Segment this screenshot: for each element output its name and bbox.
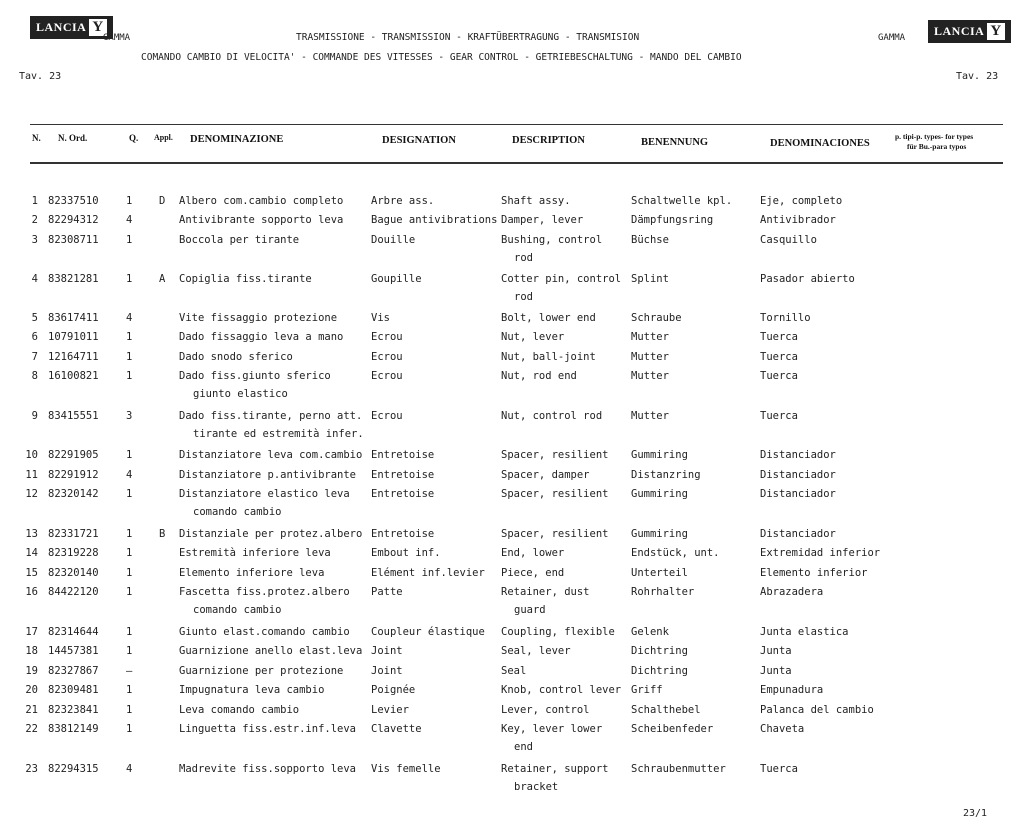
- order-number-cell: 84422120: [48, 586, 99, 598]
- page-number: 23/1: [963, 808, 988, 819]
- designation-cell: Bague antivibrations: [371, 214, 498, 226]
- order-number-cell: 12164711: [48, 351, 99, 363]
- designation-cell: Coupleur élastique: [371, 626, 485, 638]
- description-cell: Cotter pin, control: [501, 273, 622, 285]
- designation-cell: Douille: [371, 234, 416, 246]
- quantity-cell: 1: [126, 626, 133, 638]
- designation-cell: Vis femelle: [371, 763, 441, 775]
- denominaciones-cell: Casquillo: [760, 234, 817, 246]
- table-row: [0, 351, 1025, 367]
- order-number-cell: 82308711: [48, 234, 99, 246]
- description-cell: Knob, control lever: [501, 684, 622, 696]
- col-header-appl: Appl.: [154, 133, 173, 142]
- benennung-cell: Mutter: [631, 370, 669, 382]
- order-number-cell: 82294312: [48, 214, 99, 226]
- description-continuation: end: [514, 741, 533, 753]
- benennung-cell: Gelenk: [631, 626, 669, 638]
- description-cell: Seal: [501, 665, 527, 677]
- description-continuation: guard: [514, 604, 546, 616]
- quantity-cell: 1: [126, 645, 133, 657]
- order-number-cell: 82337510: [48, 195, 99, 207]
- designation-cell: Joint: [371, 645, 403, 657]
- order-number-cell: 82291912: [48, 469, 99, 481]
- brand-mark: Y: [987, 23, 1004, 40]
- description-cell: Key, lever lower: [501, 723, 603, 735]
- benennung-cell: Rohrhalter: [631, 586, 695, 598]
- designation-cell: Arbre ass.: [371, 195, 435, 207]
- benennung-cell: Schraube: [631, 312, 682, 324]
- order-number-cell: 14457381: [48, 645, 99, 657]
- part-number-index-cell: 23: [25, 763, 38, 775]
- designation-cell: Entretoise: [371, 488, 435, 500]
- table-row: [0, 488, 1025, 518]
- denominazione-cell: Guarnizione anello elast.leva: [179, 645, 363, 657]
- brand-text: LANCIA: [934, 24, 985, 38]
- quantity-cell: 4: [126, 312, 133, 324]
- description-cell: Bolt, lower end: [501, 312, 596, 324]
- part-number-index-cell: 10: [25, 449, 38, 461]
- benennung-cell: Dichtring: [631, 645, 688, 657]
- denominazione-cell: Leva comando cambio: [179, 704, 300, 716]
- denominazione-cell: Elemento inferiore leva: [179, 567, 325, 579]
- order-number-cell: 82320140: [48, 567, 99, 579]
- order-number-cell: 83812149: [48, 723, 99, 735]
- designation-cell: Embout inf.: [371, 547, 441, 559]
- table-row: [0, 273, 1025, 303]
- denominazione-continuation: giunto elastico: [193, 388, 288, 400]
- denominaciones-cell: Tornillo: [760, 312, 811, 324]
- description-cell: Seal, lever: [501, 645, 571, 657]
- benennung-cell: Mutter: [631, 331, 669, 343]
- part-number-index-cell: 9: [31, 410, 38, 422]
- denominazione-cell: Giunto elast.comando cambio: [179, 626, 350, 638]
- description-cell: Retainer, support: [501, 763, 609, 775]
- denominaciones-cell: Tuerca: [760, 331, 798, 343]
- quantity-cell: 1: [126, 449, 133, 461]
- denominazione-cell: Vite fissaggio protezione: [179, 312, 338, 324]
- benennung-cell: Endstück, unt.: [631, 547, 720, 559]
- table-row: [0, 665, 1025, 681]
- col-header-types-line2: für Bu.-para typos: [907, 142, 967, 151]
- denominazione-cell: Dado fissaggio leva a mano: [179, 331, 344, 343]
- quantity-cell: 1: [126, 351, 133, 363]
- col-header-denominazione: DENOMINAZIONE: [190, 134, 284, 145]
- quantity-cell: 1: [126, 567, 133, 579]
- denominaciones-cell: Distanciador: [760, 488, 836, 500]
- description-cell: Nut, control rod: [501, 410, 603, 422]
- description-cell: Nut, rod end: [501, 370, 577, 382]
- description-cell: Bushing, control: [501, 234, 603, 246]
- order-number-cell: 82327867: [48, 665, 99, 677]
- table-ref-right: Tav. 23: [956, 71, 999, 82]
- page-title-line2: COMANDO CAMBIO DI VELOCITA' - COMMANDE DES VITESSES - GEAR CONTROL - GETRIEBESCHALTUNG - MANDO DEL CAMBIO: [141, 52, 742, 63]
- denominazione-continuation: tirante ed estremità infer.: [193, 428, 364, 440]
- description-cell: End, lower: [501, 547, 565, 559]
- table-row: [0, 645, 1025, 661]
- description-cell: Lever, control: [501, 704, 590, 716]
- table-row: [0, 370, 1025, 400]
- denominazione-cell: Madrevite fiss.sopporto leva: [179, 763, 357, 775]
- denominazione-cell: Guarnizione per protezione: [179, 665, 344, 677]
- order-number-cell: 82331721: [48, 528, 99, 540]
- denominazione-continuation: comando cambio: [193, 506, 282, 518]
- denominaciones-cell: Tuerca: [760, 410, 798, 422]
- order-number-cell: 82309481: [48, 684, 99, 696]
- table-row: [0, 195, 1025, 211]
- denominaciones-cell: Tuerca: [760, 370, 798, 382]
- denominazione-cell: Albero com.cambio completo: [179, 195, 344, 207]
- denominazione-cell: Distanziatore p.antivibrante: [179, 469, 357, 481]
- order-number-cell: 10791011: [48, 331, 99, 343]
- denominazione-cell: Linguetta fiss.estr.inf.leva: [179, 723, 357, 735]
- designation-cell: Levier: [371, 704, 409, 716]
- denominazione-cell: Distanziale per protez.albero: [179, 528, 363, 540]
- description-cell: Spacer, resilient: [501, 449, 609, 461]
- table-row: [0, 528, 1025, 544]
- model-name-left: GAMMA: [103, 33, 131, 43]
- denominaciones-cell: Tuerca: [760, 351, 798, 363]
- table-row: [0, 723, 1025, 753]
- denominaciones-cell: Junta: [760, 665, 792, 677]
- order-number-cell: 82314644: [48, 626, 99, 638]
- denominaciones-cell: Chaveta: [760, 723, 805, 735]
- designation-cell: Entretoise: [371, 449, 435, 461]
- denominaciones-cell: Distanciador: [760, 528, 836, 540]
- benennung-cell: Splint: [631, 273, 669, 285]
- order-number-cell: 83821281: [48, 273, 99, 285]
- quantity-cell: 1: [126, 370, 133, 382]
- order-number-cell: 83617411: [48, 312, 99, 324]
- denominazione-cell: Distanziatore leva com.cambio: [179, 449, 363, 461]
- benennung-cell: Dämpfungsring: [631, 214, 714, 226]
- description-cell: Nut, ball-joint: [501, 351, 596, 363]
- header-rule-top: [30, 124, 1003, 125]
- benennung-cell: Distanzring: [631, 469, 701, 481]
- designation-cell: Joint: [371, 665, 403, 677]
- designation-cell: Goupille: [371, 273, 422, 285]
- table-row: [0, 234, 1025, 264]
- denominaciones-cell: Antivibrador: [760, 214, 836, 226]
- denominaciones-cell: Empunadura: [760, 684, 824, 696]
- quantity-cell: 1: [126, 488, 133, 500]
- denominazione-cell: Estremità inferiore leva: [179, 547, 331, 559]
- quantity-cell: 4: [126, 763, 133, 775]
- part-number-index-cell: 11: [25, 469, 38, 481]
- quantity-cell: 1: [126, 723, 133, 735]
- designation-cell: Entretoise: [371, 528, 435, 540]
- denominaciones-cell: Palanca del cambio: [760, 704, 874, 716]
- benennung-cell: Gummiring: [631, 528, 688, 540]
- order-number-cell: 82320142: [48, 488, 99, 500]
- denominaciones-cell: Pasador abierto: [760, 273, 855, 285]
- part-number-index-cell: 1: [31, 195, 38, 207]
- benennung-cell: Schalthebel: [631, 704, 701, 716]
- denominaciones-cell: Junta: [760, 645, 792, 657]
- quantity-cell: 4: [126, 214, 133, 226]
- description-continuation: bracket: [514, 781, 559, 793]
- designation-cell: Clavette: [371, 723, 422, 735]
- quantity-cell: 1: [126, 273, 133, 285]
- col-header-types-line1: p. tipi-p. types- for types: [895, 132, 974, 141]
- brand-mark: Y: [89, 19, 106, 36]
- designation-cell: Ecrou: [371, 351, 403, 363]
- table-row: [0, 410, 1025, 440]
- part-number-index-cell: 22: [25, 723, 38, 735]
- benennung-cell: Schaltwelle kpl.: [631, 195, 733, 207]
- benennung-cell: Mutter: [631, 351, 669, 363]
- brand-text: LANCIA: [36, 20, 87, 34]
- col-header-q: Q.: [129, 133, 139, 143]
- designation-cell: Ecrou: [371, 331, 403, 343]
- quantity-cell: 1: [126, 331, 133, 343]
- denominazione-cell: Dado fiss.tirante, perno att.: [179, 410, 363, 422]
- table-row: [0, 547, 1025, 563]
- benennung-cell: Gummiring: [631, 488, 688, 500]
- description-cell: Spacer, resilient: [501, 488, 609, 500]
- order-number-cell: 82294315: [48, 763, 99, 775]
- quantity-cell: 1: [126, 195, 133, 207]
- table-row: [0, 567, 1025, 583]
- quantity-cell: 1: [126, 528, 133, 540]
- col-header-n: N.: [32, 133, 41, 143]
- part-number-index-cell: 14: [25, 547, 38, 559]
- benennung-cell: Gummiring: [631, 449, 688, 461]
- denominazione-cell: Dado snodo sferico: [179, 351, 293, 363]
- benennung-cell: Büchse: [631, 234, 669, 246]
- denominaciones-cell: Extremidad inferior: [760, 547, 881, 559]
- part-number-index-cell: 5: [31, 312, 38, 324]
- table-row: [0, 626, 1025, 642]
- application-code-cell: D: [159, 195, 166, 207]
- quantity-cell: 1: [126, 586, 133, 598]
- quantity-cell: –: [126, 665, 133, 677]
- designation-cell: Elément inf.levier: [371, 567, 485, 579]
- denominaciones-cell: Distanciador: [760, 449, 836, 461]
- denominaciones-cell: Abrazadera: [760, 586, 824, 598]
- description-cell: Coupling, flexible: [501, 626, 615, 638]
- benennung-cell: Scheibenfeder: [631, 723, 714, 735]
- quantity-cell: 4: [126, 469, 133, 481]
- designation-cell: Ecrou: [371, 410, 403, 422]
- description-cell: Spacer, damper: [501, 469, 590, 481]
- denominaciones-cell: Junta elastica: [760, 626, 849, 638]
- part-number-index-cell: 4: [31, 273, 38, 285]
- denominazione-cell: Impugnatura leva cambio: [179, 684, 325, 696]
- denominazione-cell: Boccola per tirante: [179, 234, 300, 246]
- quantity-cell: 1: [126, 234, 133, 246]
- part-number-index-cell: 17: [25, 626, 38, 638]
- description-cell: Retainer, dust: [501, 586, 590, 598]
- designation-cell: Patte: [371, 586, 403, 598]
- part-number-index-cell: 16: [25, 586, 38, 598]
- description-cell: Nut, lever: [501, 331, 565, 343]
- col-header-designation: DESIGNATION: [382, 135, 456, 146]
- designation-cell: Ecrou: [371, 370, 403, 382]
- benennung-cell: Mutter: [631, 410, 669, 422]
- order-number-cell: 16100821: [48, 370, 99, 382]
- quantity-cell: 1: [126, 547, 133, 559]
- quantity-cell: 1: [126, 684, 133, 696]
- order-number-cell: 82319228: [48, 547, 99, 559]
- part-number-index-cell: 15: [25, 567, 38, 579]
- part-number-index-cell: 21: [25, 704, 38, 716]
- denominaciones-cell: Tuerca: [760, 763, 798, 775]
- application-code-cell: B: [159, 528, 166, 540]
- part-number-index-cell: 3: [31, 234, 38, 246]
- part-number-index-cell: 19: [25, 665, 38, 677]
- part-number-index-cell: 7: [31, 351, 38, 363]
- denominazione-cell: Fascetta fiss.protez.albero: [179, 586, 350, 598]
- designation-cell: Vis: [371, 312, 390, 324]
- denominazione-continuation: comando cambio: [193, 604, 282, 616]
- lancia-logo-left: [30, 16, 113, 39]
- page-title-line1: TRASMISSIONE - TRANSMISSION - KRAFTÜBERTRAGUNG - TRANSMISION: [296, 32, 640, 43]
- table-row: [0, 214, 1025, 230]
- part-number-index-cell: 8: [31, 370, 38, 382]
- denominaciones-cell: Distanciador: [760, 469, 836, 481]
- description-continuation: rod: [514, 291, 533, 303]
- table-row: [0, 469, 1025, 485]
- table-row: [0, 449, 1025, 465]
- col-header-description: DESCRIPTION: [512, 135, 585, 146]
- table-row: [0, 331, 1025, 347]
- description-cell: Piece, end: [501, 567, 565, 579]
- order-number-cell: 83415551: [48, 410, 99, 422]
- part-number-index-cell: 6: [31, 331, 38, 343]
- denominazione-cell: Dado fiss.giunto sferico: [179, 370, 331, 382]
- denominazione-cell: Copiglia fiss.tirante: [179, 273, 312, 285]
- model-name-right: GAMMA: [878, 33, 906, 43]
- order-number-cell: 82323841: [48, 704, 99, 716]
- table-ref-left: Tav. 23: [19, 71, 62, 82]
- part-number-index-cell: 12: [25, 488, 38, 500]
- benennung-cell: Griff: [631, 684, 663, 696]
- description-cell: Damper, lever: [501, 214, 584, 226]
- part-number-index-cell: 20: [25, 684, 38, 696]
- denominazione-cell: Distanziatore elastico leva: [179, 488, 350, 500]
- col-header-benennung: BENENNUNG: [641, 137, 709, 148]
- col-header-ord: N. Ord.: [58, 133, 88, 143]
- table-row: [0, 763, 1025, 793]
- lancia-logo-right: [928, 20, 1011, 43]
- denominaciones-cell: Elemento inferior: [760, 567, 868, 579]
- description-cell: Shaft assy.: [501, 195, 571, 207]
- table-row: [0, 704, 1025, 720]
- designation-cell: Poignée: [371, 684, 416, 696]
- benennung-cell: Unterteil: [631, 567, 688, 579]
- designation-cell: Entretoise: [371, 469, 435, 481]
- benennung-cell: Dichtring: [631, 665, 688, 677]
- table-row: [0, 312, 1025, 328]
- col-header-denominaciones: DENOMINACIONES: [770, 138, 870, 149]
- quantity-cell: 3: [126, 410, 133, 422]
- benennung-cell: Schraubenmutter: [631, 763, 726, 775]
- application-code-cell: A: [159, 273, 166, 285]
- part-number-index-cell: 2: [31, 214, 38, 226]
- description-cell: Spacer, resilient: [501, 528, 609, 540]
- quantity-cell: 1: [126, 704, 133, 716]
- table-row: [0, 684, 1025, 700]
- description-continuation: rod: [514, 252, 533, 264]
- denominaciones-cell: Eje, completo: [760, 195, 843, 207]
- part-number-index-cell: 18: [25, 645, 38, 657]
- part-number-index-cell: 13: [25, 528, 38, 540]
- header-rule-bottom: [30, 162, 1003, 164]
- order-number-cell: 82291905: [48, 449, 99, 461]
- table-row: [0, 586, 1025, 616]
- denominazione-cell: Antivibrante sopporto leva: [179, 214, 344, 226]
